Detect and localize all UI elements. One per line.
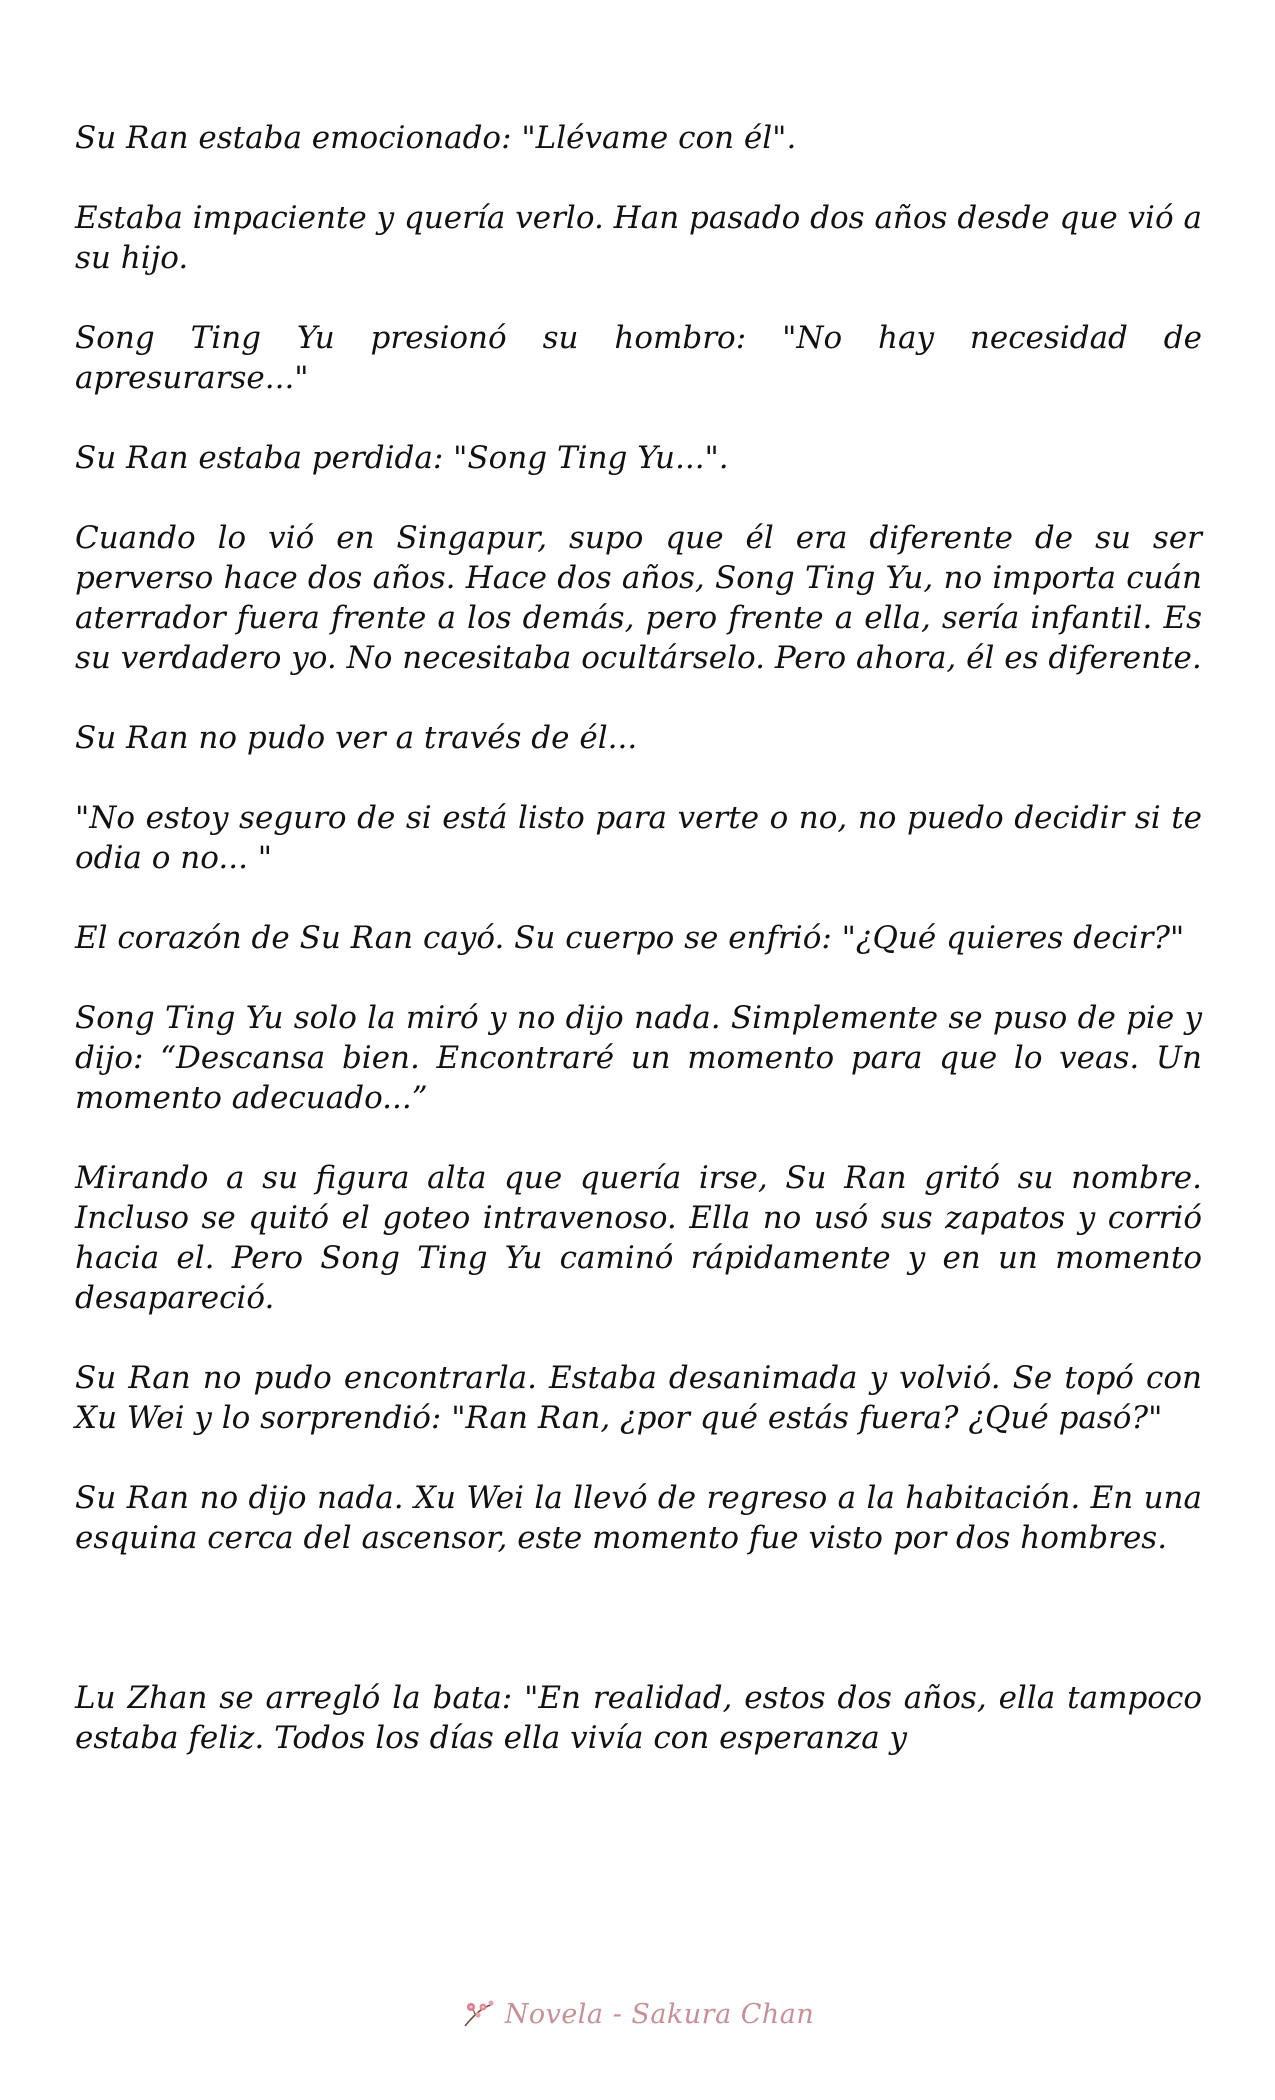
paragraph: Mirando a su figura alta que quería irse, Su Ran gritó su nombre. Incluso se quitó el goteo intravenoso. Ella no usó sus zapatos y corrió hacia el. Pero Song Ting Yu caminó rápidamente y en un momento desapareció. [75, 1160, 1202, 1316]
chapter-text [75, 118, 1202, 1798]
paragraph: Cuando lo vió en Singapur, supo que él era diferente de su ser perverso hace dos años. Hace dos años, Song Ting Yu, no importa cuán aterrador fuera frente a los demás, pero frente a ella, sería infantil. Es su verdadero yo. No necesitaba ocultárselo. Pero ahora, él es diferente. [75, 520, 1202, 676]
paragraph: Estaba impaciente y quería verlo. Han pasado dos años desde que vió a su hijo. [75, 200, 1202, 276]
paragraph: Su Ran no dijo nada. Xu Wei la llevó de regreso a la habitación. En una esquina cerca del ascensor, este momento fue visto por dos hombres. [75, 1480, 1202, 1556]
paragraph: Song Ting Yu solo la miró y no dijo nada. Simplemente se puso de pie y dijo: “Descansa bien. Encontraré un momento para que lo veas. Un momento adecuado...” [75, 1000, 1202, 1116]
footer-watermark [0, 1998, 1275, 2035]
sakura-blossom-icon [461, 1998, 497, 2030]
watermark [461, 1998, 815, 2030]
paragraph: Su Ran no pudo encontrarla. Estaba desanimada y volvió. Se topó con Xu Wei y lo sorprendió: "Ran Ran, ¿por qué estás fuera? ¿Qué pasó?" [75, 1360, 1202, 1436]
paragraph: Su Ran estaba perdida: "Song Ting Yu...". [75, 440, 729, 476]
watermark-text: Novela - Sakura Chan [504, 1998, 815, 2030]
paragraph: El corazón de Su Ran cayó. Su cuerpo se enfrió: "¿Qué quieres decir?" [75, 920, 1185, 956]
paragraph: Su Ran no pudo ver a través de él... [75, 720, 638, 756]
paragraph: Song Ting Yu presionó su hombro: "No hay necesidad de apresurarse..." [75, 320, 1202, 396]
paragraph: "No estoy seguro de si está listo para verte o no, no puedo decidir si te odia o no... " [75, 800, 1202, 876]
paragraph: Su Ran estaba emocionado: "Llévame con él". [75, 120, 797, 156]
paragraph: Lu Zhan se arregló la bata: "En realidad, estos dos años, ella tampoco estaba feliz. Todos los días ella vivía con esperanza y [75, 1680, 1202, 1756]
